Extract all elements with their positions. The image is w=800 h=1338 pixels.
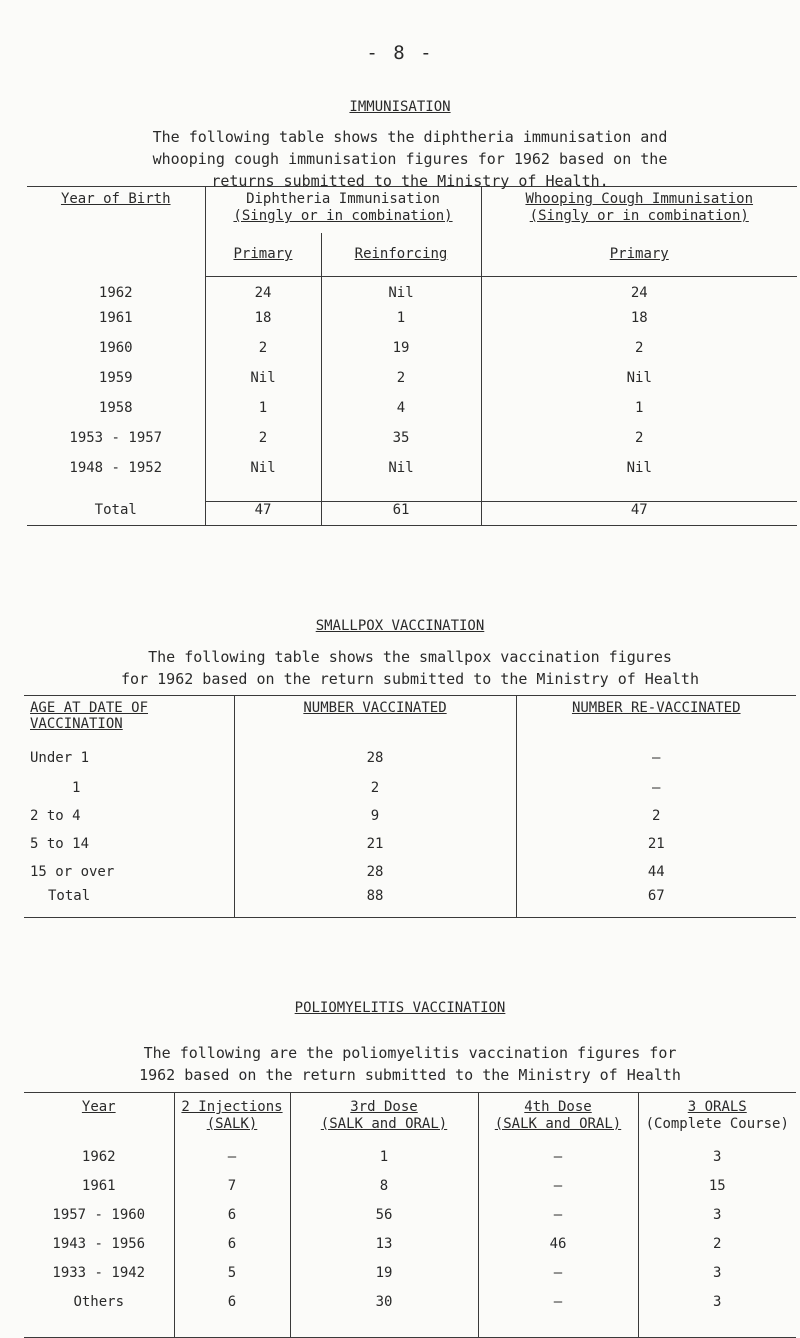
table-cell: 2	[481, 430, 797, 460]
total-primary: 47	[205, 502, 321, 526]
table-cell: 30	[290, 1294, 478, 1338]
header-number-revaccinated: NUMBER RE-VACCINATED	[571, 700, 741, 716]
table-row-age: 1	[72, 779, 81, 796]
table-cell: –	[478, 1149, 638, 1178]
table-cell: 35	[321, 430, 481, 460]
table-cell: 28	[234, 750, 516, 780]
header-number-vaccinated: NUMBER VACCINATED	[303, 700, 447, 716]
table-cell: 7	[174, 1178, 290, 1207]
header-3-orals: 3 ORALS	[687, 1099, 747, 1115]
header-whooping-cough: Whooping Cough Immunisation	[525, 191, 754, 207]
table-cell: 6	[174, 1236, 290, 1265]
table-cell: 19	[321, 340, 481, 370]
table-cell: 8	[290, 1178, 478, 1207]
table-cell: –	[478, 1265, 638, 1294]
table-row-year: 1962	[81, 1148, 116, 1165]
table-row-year: 1958	[98, 399, 133, 416]
header-diphtheria-sub: (Singly or in combination)	[233, 208, 453, 224]
table-cell: 2	[638, 1236, 796, 1265]
table-cell: –	[516, 750, 796, 780]
table-row-year: 1957 - 1960	[52, 1206, 146, 1223]
header-3rd-dose: 3rd Dose	[350, 1099, 418, 1115]
total-vaccinated: 88	[234, 888, 516, 918]
table-cell: 2	[205, 430, 321, 460]
table-cell: 24	[481, 277, 797, 310]
table-cell: Nil	[321, 460, 481, 502]
table-cell: Nil	[481, 370, 797, 400]
table-row-age: 15 or over	[30, 863, 115, 880]
header-4th-dose: 4th Dose	[524, 1099, 592, 1115]
table-row-year: 1959	[98, 369, 133, 386]
table-cell: 6	[174, 1207, 290, 1236]
table-row-year: 1943 - 1956	[52, 1235, 146, 1252]
header-whooping-primary: Primary	[609, 246, 669, 263]
header-3rd-dose-sub: (SALK and ORAL)	[320, 1116, 448, 1132]
table-cell: 1	[205, 400, 321, 430]
table-cell: Nil	[205, 460, 321, 502]
table-cell: 4	[321, 400, 481, 430]
polio-table	[24, 1092, 796, 1338]
total-label: Total	[27, 502, 205, 526]
header-primary: Primary	[233, 246, 293, 263]
table-cell: 1	[321, 310, 481, 340]
table-cell: 1	[290, 1149, 478, 1178]
table-cell: 3	[638, 1265, 796, 1294]
table-cell: 19	[290, 1265, 478, 1294]
table-row-year: 1948 - 1952	[69, 459, 163, 476]
table-cell: –	[478, 1178, 638, 1207]
total-revaccinated: 67	[516, 888, 796, 918]
table-cell: 2	[234, 780, 516, 808]
table-cell: 28	[234, 864, 516, 888]
table-cell: 2	[205, 340, 321, 370]
total-whooping: 47	[481, 502, 797, 526]
polio-heading: POLIOMYELITIS VACCINATION	[294, 1000, 506, 1016]
table-cell: 46	[478, 1236, 638, 1265]
header-year: Year	[81, 1099, 116, 1115]
table-cell: 18	[205, 310, 321, 340]
table-cell: 5	[174, 1265, 290, 1294]
table-cell: 15	[638, 1178, 796, 1207]
table-cell: –	[478, 1207, 638, 1236]
table-row-year: 1933 - 1942	[52, 1264, 146, 1281]
header-diphtheria: Diphtheria Immunisation	[246, 191, 440, 207]
table-cell: 21	[516, 836, 796, 864]
table-row-year: 1961	[81, 1177, 116, 1194]
smallpox-heading: SMALLPOX VACCINATION	[315, 618, 485, 634]
table-cell: Nil	[321, 277, 481, 310]
page-number: - 8 -	[366, 42, 434, 64]
table-cell: 24	[205, 277, 321, 310]
immunisation-table	[27, 186, 797, 526]
table-row-age: 2 to 4	[30, 807, 81, 824]
header-3-orals-sub: (Complete Course)	[645, 1116, 789, 1132]
total-reinforcing: 61	[321, 502, 481, 526]
table-cell: 44	[516, 864, 796, 888]
smallpox-table	[24, 695, 796, 918]
header-4th-dose-sub: (SALK and ORAL)	[494, 1116, 622, 1132]
immunisation-intro: The following table shows the diphtheria immunisation and whooping cough immunisation figures for 1962 based on the returns submitted to the Ministry of Health.	[152, 128, 668, 190]
table-row-year: 1961	[98, 309, 133, 326]
header-year-of-birth: Year of Birth	[60, 191, 171, 207]
smallpox-intro: The following table shows the smallpox vaccination figures for 1962 based on the return submitted to the Ministry of Health	[121, 648, 699, 688]
header-reinforcing: Reinforcing	[354, 246, 448, 263]
header-age-line1: AGE AT DATE OF	[30, 700, 149, 716]
table-cell: –	[516, 780, 796, 808]
table-cell: Nil	[205, 370, 321, 400]
table-cell: –	[174, 1149, 290, 1178]
table-cell: 13	[290, 1236, 478, 1265]
table-row-year: 1953 - 1957	[69, 429, 163, 446]
table-cell: 21	[234, 836, 516, 864]
table-cell: Nil	[481, 460, 797, 502]
table-row-age: 5 to 14	[30, 835, 90, 852]
header-whooping-cough-sub: (Singly or in combination)	[529, 208, 749, 224]
table-cell: 18	[481, 310, 797, 340]
header-2-injections: 2 Injections	[181, 1099, 283, 1115]
table-cell: 3	[638, 1294, 796, 1338]
table-cell: 3	[638, 1149, 796, 1178]
table-cell: 2	[516, 808, 796, 836]
total-label: Total	[24, 888, 234, 918]
table-cell: 2	[321, 370, 481, 400]
immunisation-heading: IMMUNISATION	[349, 99, 451, 115]
table-cell: 3	[638, 1207, 796, 1236]
table-row-age: Under 1	[30, 749, 90, 766]
table-row-year: Others	[24, 1294, 174, 1338]
table-cell: 56	[290, 1207, 478, 1236]
table-cell: 1	[481, 400, 797, 430]
table-row-year: 1960	[98, 339, 133, 356]
table-cell: 6	[174, 1294, 290, 1338]
header-2-injections-sub: (SALK)	[206, 1116, 258, 1132]
polio-intro: The following are the poliomyelitis vaccination figures for 1962 based on the return submitted to the Ministry of Health	[139, 1044, 681, 1084]
table-cell: –	[478, 1294, 638, 1338]
table-cell: 9	[234, 808, 516, 836]
table-cell: 2	[481, 340, 797, 370]
header-age-line2: VACCINATION	[30, 716, 123, 732]
table-row-year: 1962	[98, 284, 133, 301]
